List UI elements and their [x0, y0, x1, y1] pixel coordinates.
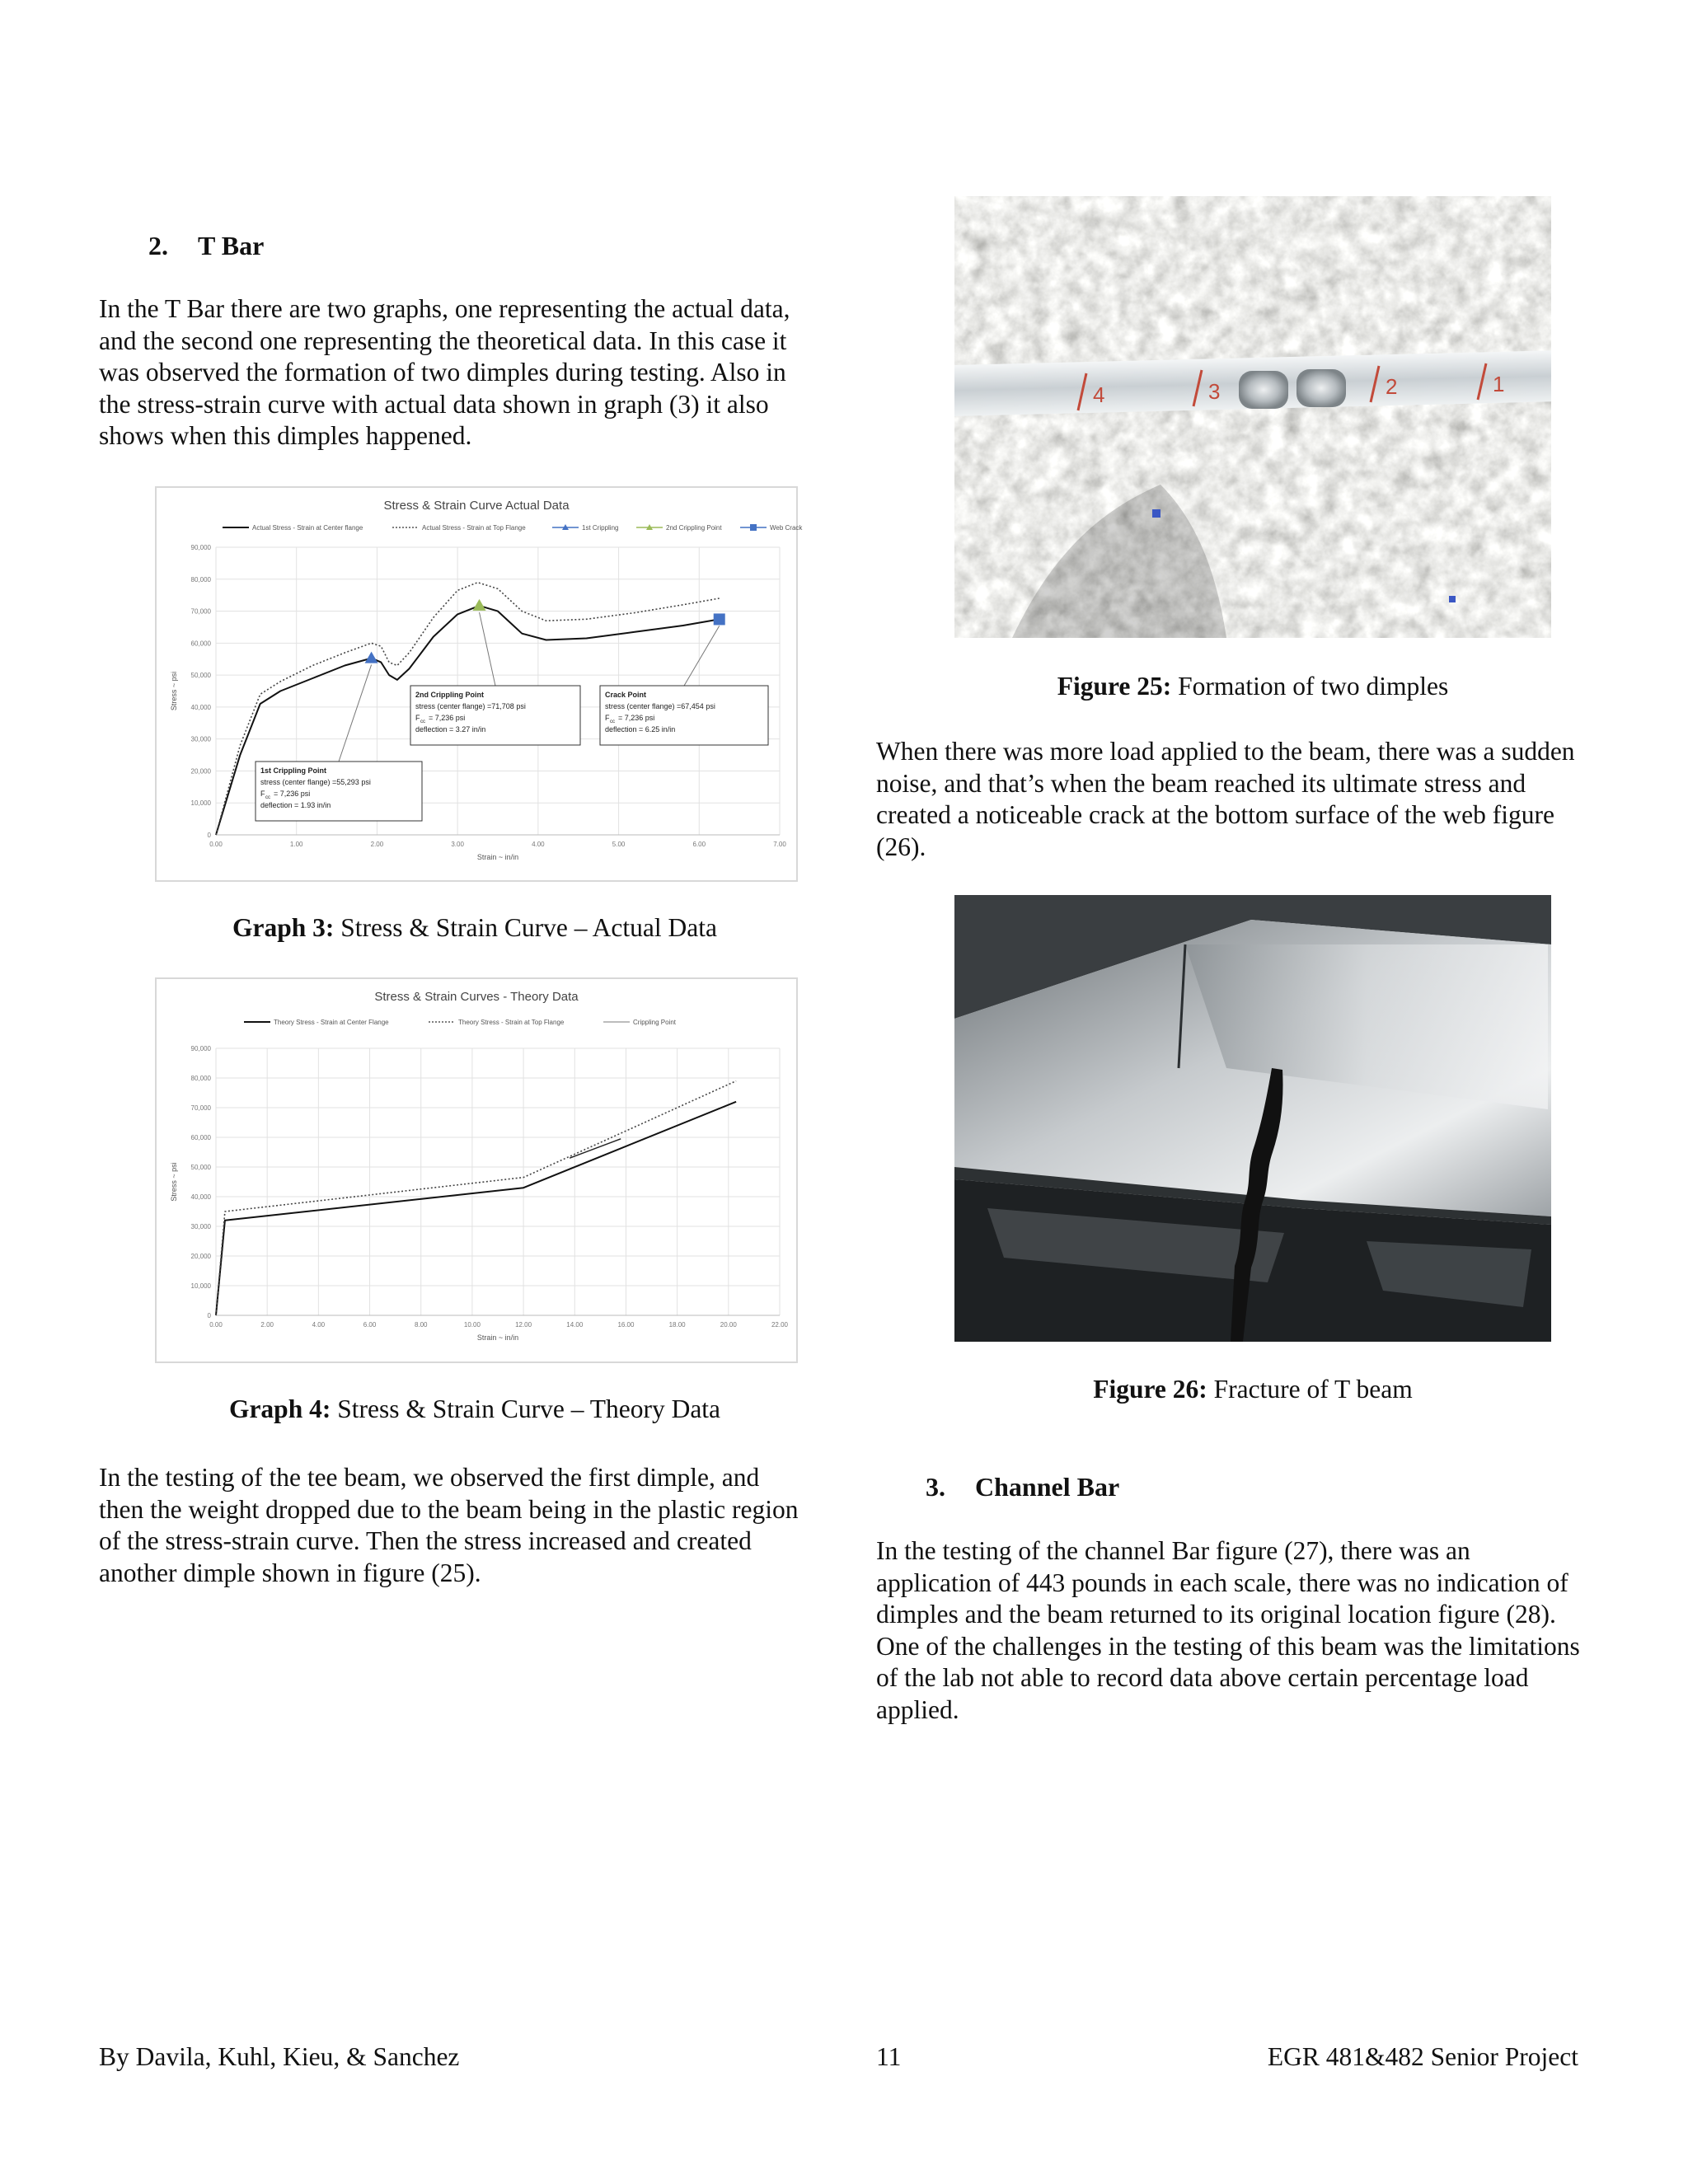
y-tick-label: 70,000 — [190, 607, 211, 616]
y-tick-label: 90,000 — [190, 544, 211, 551]
y-tick-label: 0 — [207, 832, 211, 839]
footer-page-number: 11 — [876, 2042, 902, 2071]
figure-25-caption — [954, 672, 1551, 701]
x-tick-label: 0.00 — [209, 841, 223, 848]
marker-label: 2 — [1386, 374, 1398, 399]
x-tick-label: 12.00 — [515, 1321, 532, 1329]
y-tick-label: 90,000 — [190, 1045, 211, 1052]
y-tick-label: 40,000 — [190, 1193, 211, 1201]
annotation-fcc-subscript: cc — [265, 795, 270, 800]
section-number: 3. — [926, 1472, 945, 1502]
legend-label: Web Crack — [770, 524, 803, 532]
y-tick-label: 0 — [207, 1312, 211, 1319]
y-tick-label: 30,000 — [190, 735, 211, 743]
annotation-box — [256, 665, 422, 821]
legend-entry — [552, 524, 618, 532]
annotation-deflection: deflection = 3.27 in/in — [415, 725, 486, 733]
series-line — [216, 1081, 736, 1315]
x-tick-label: 18.00 — [668, 1321, 686, 1329]
y-tick-label: 50,000 — [190, 672, 211, 680]
section-title: Channel Bar — [975, 1472, 1120, 1502]
marker-label: 1 — [1493, 372, 1505, 396]
graph-3-label: Graph 3: — [232, 913, 335, 942]
legend-entry — [603, 1019, 677, 1026]
y-tick-label: 80,000 — [190, 1075, 211, 1082]
figure-26-label: Figure 26: — [1093, 1375, 1207, 1404]
legend-label: Actual Stress - Strain at Center flange — [252, 524, 363, 532]
legend-marker — [750, 524, 757, 531]
x-tick-label: 4.00 — [312, 1321, 326, 1329]
x-tick-label: 2.00 — [260, 1321, 274, 1329]
y-tick-label: 60,000 — [190, 1134, 211, 1141]
x-tick-label: 0.00 — [209, 1321, 223, 1329]
legend-label: Actual Stress - Strain at Top Flange — [422, 524, 526, 532]
x-tick-label: 20.00 — [720, 1321, 737, 1329]
series-line — [570, 1139, 621, 1158]
x-tick-label: 6.00 — [363, 1321, 377, 1329]
x-tick-label: 4.00 — [532, 841, 545, 848]
annotation-fcc-subscript: cc — [420, 719, 425, 724]
annotation-fcc-value: = 7,236 psi — [274, 790, 311, 798]
footer-authors: By Davila, Kuhl, Kieu, & Sanchez — [99, 2042, 460, 2071]
y-tick-label: 60,000 — [190, 640, 211, 648]
y-tick-label: 10,000 — [190, 799, 211, 808]
legend-entry — [429, 1019, 565, 1026]
figure-25-label: Figure 25: — [1057, 672, 1172, 701]
graph-3-chart — [155, 486, 803, 882]
y-tick-label: 20,000 — [190, 1253, 211, 1260]
annotation-fcc: F — [605, 714, 610, 722]
annotation-fcc-value: = 7,236 psi — [429, 714, 466, 722]
graph-4-caption — [155, 1394, 795, 1424]
x-tick-label: 6.00 — [692, 841, 706, 848]
graph-3-caption — [155, 913, 795, 943]
annotation-title: 2nd Crippling Point — [415, 691, 484, 699]
legend-entry — [223, 524, 363, 532]
y-tick-label: 70,000 — [190, 1104, 211, 1112]
y-tick-label: 10,000 — [190, 1282, 211, 1290]
tee-beam-testing-paragraph: In the testing of the tee beam, we observed the first dimple, and then the weight dropped due to the beam being in the plastic region of the stress-strain curve. Then the stress increased and created another dimple shown in figure (25). — [99, 1463, 799, 1587]
annotation-stress: stress (center flange) =71,708 psi — [415, 702, 526, 710]
x-tick-label: 1.00 — [289, 841, 303, 848]
x-tick-label: 3.00 — [451, 841, 464, 848]
annotation-leader — [339, 665, 372, 762]
x-tick-label: 5.00 — [612, 841, 626, 848]
y-tick-label: 40,000 — [190, 703, 211, 711]
annotation-fcc-subscript: cc — [610, 719, 615, 724]
figure-26-caption-text: Fracture of T beam — [1207, 1375, 1413, 1404]
annotation-stress: stress (center flange) =55,293 psi — [260, 778, 371, 786]
figure-26-photo — [954, 895, 1551, 1342]
legend-label: 1st Crippling — [582, 524, 619, 532]
y-tick-label: 80,000 — [190, 575, 211, 583]
chart-title: Stress & Strain Curves - Theory Data — [374, 990, 579, 1004]
crippling-marker — [473, 599, 486, 611]
annotation-deflection: deflection = 6.25 in/in — [605, 725, 676, 733]
annotation-stress: stress (center flange) =67,454 psi — [605, 702, 715, 710]
y-axis-label: Stress ~ psi — [170, 671, 178, 711]
y-tick-label: 30,000 — [190, 1223, 211, 1230]
annotation-box — [410, 612, 580, 745]
t-bar-intro-paragraph: In the T Bar there are two graphs, one representing the actual data, and the second one representing the theoretical data. In this case it was observed the formation of two dimples during testing. Also in the stress-strain curve with actual data shown in graph (3) it also shows when this dimples happened. — [99, 294, 790, 450]
x-axis-label: Strain ~ in/in — [476, 1333, 519, 1342]
crippling-marker — [365, 652, 378, 663]
legend-entry — [392, 524, 526, 532]
marker-label: 4 — [1093, 382, 1105, 407]
legend-entry — [740, 524, 803, 532]
annotation-title: 1st Crippling Point — [260, 766, 326, 775]
graph-3-caption-text: Stress & Strain Curve – Actual Data — [334, 913, 717, 942]
legend-label: Crippling Point — [633, 1019, 677, 1026]
x-axis-label: Strain ~ in/in — [476, 853, 519, 861]
x-tick-label: 22.00 — [771, 1321, 789, 1329]
annotation-leader — [684, 626, 720, 686]
footer-course: EGR 481&482 Senior Project — [1267, 2042, 1578, 2071]
figure-25-caption-text: Formation of two dimples — [1171, 672, 1449, 701]
section-3-heading — [926, 1472, 1119, 1502]
annotation-box — [600, 626, 768, 745]
legend-entry — [636, 524, 722, 532]
annotation-fcc-value: = 7,236 psi — [618, 714, 655, 722]
graph-4-caption-text: Stress & Strain Curve – Theory Data — [331, 1394, 721, 1423]
annotation-fcc: F — [415, 714, 420, 722]
figure-25-photo — [954, 196, 1551, 638]
crack-description-paragraph: When there was more load applied to the beam, there was a sudden noise, and that’s when the beam reached its ultimate stress and created a noticeable crack at the bottom surface of the web figure (26). — [876, 737, 1575, 861]
y-tick-label: 20,000 — [190, 767, 211, 776]
x-tick-label: 7.00 — [773, 841, 786, 848]
graph-4-label: Graph 4: — [228, 1394, 331, 1423]
legend-label: 2nd Crippling Point — [666, 524, 722, 532]
annotation-title: Crack Point — [605, 691, 647, 699]
annotation-deflection: deflection = 1.93 in/in — [260, 801, 331, 809]
section-2-heading — [148, 231, 264, 261]
y-tick-label: 50,000 — [190, 1164, 211, 1171]
x-tick-label: 14.00 — [566, 1321, 584, 1329]
figure-26-caption — [954, 1375, 1551, 1404]
x-tick-label: 8.00 — [414, 1321, 428, 1329]
series-line — [216, 1102, 736, 1315]
section-title: T Bar — [198, 231, 265, 260]
legend-entry — [244, 1019, 389, 1026]
section-number: 2. — [148, 231, 168, 260]
x-tick-label: 16.00 — [617, 1321, 635, 1329]
graph-4-chart — [155, 977, 798, 1363]
legend-label: Theory Stress - Strain at Center Flange — [274, 1019, 389, 1026]
legend-label: Theory Stress - Strain at Top Flange — [458, 1019, 565, 1026]
annotation-fcc: F — [260, 790, 265, 798]
web-crack-marker — [714, 613, 725, 625]
marker-label: 3 — [1208, 379, 1221, 404]
chart-title: Stress & Strain Curve Actual Data — [383, 499, 570, 513]
channel-bar-paragraph: In the testing of the channel Bar figure (27), there was an application of 443 pounds in each scale, there was no indication of dimples and the beam returned to its original location figure (28). One of the challenges in the testing of this beam was the limitations of the lab not able to record data above certain percentage load applied. — [876, 1536, 1580, 1724]
x-tick-label: 10.00 — [463, 1321, 481, 1329]
x-tick-label: 2.00 — [370, 841, 384, 848]
y-axis-label: Stress ~ psi — [170, 1162, 178, 1202]
